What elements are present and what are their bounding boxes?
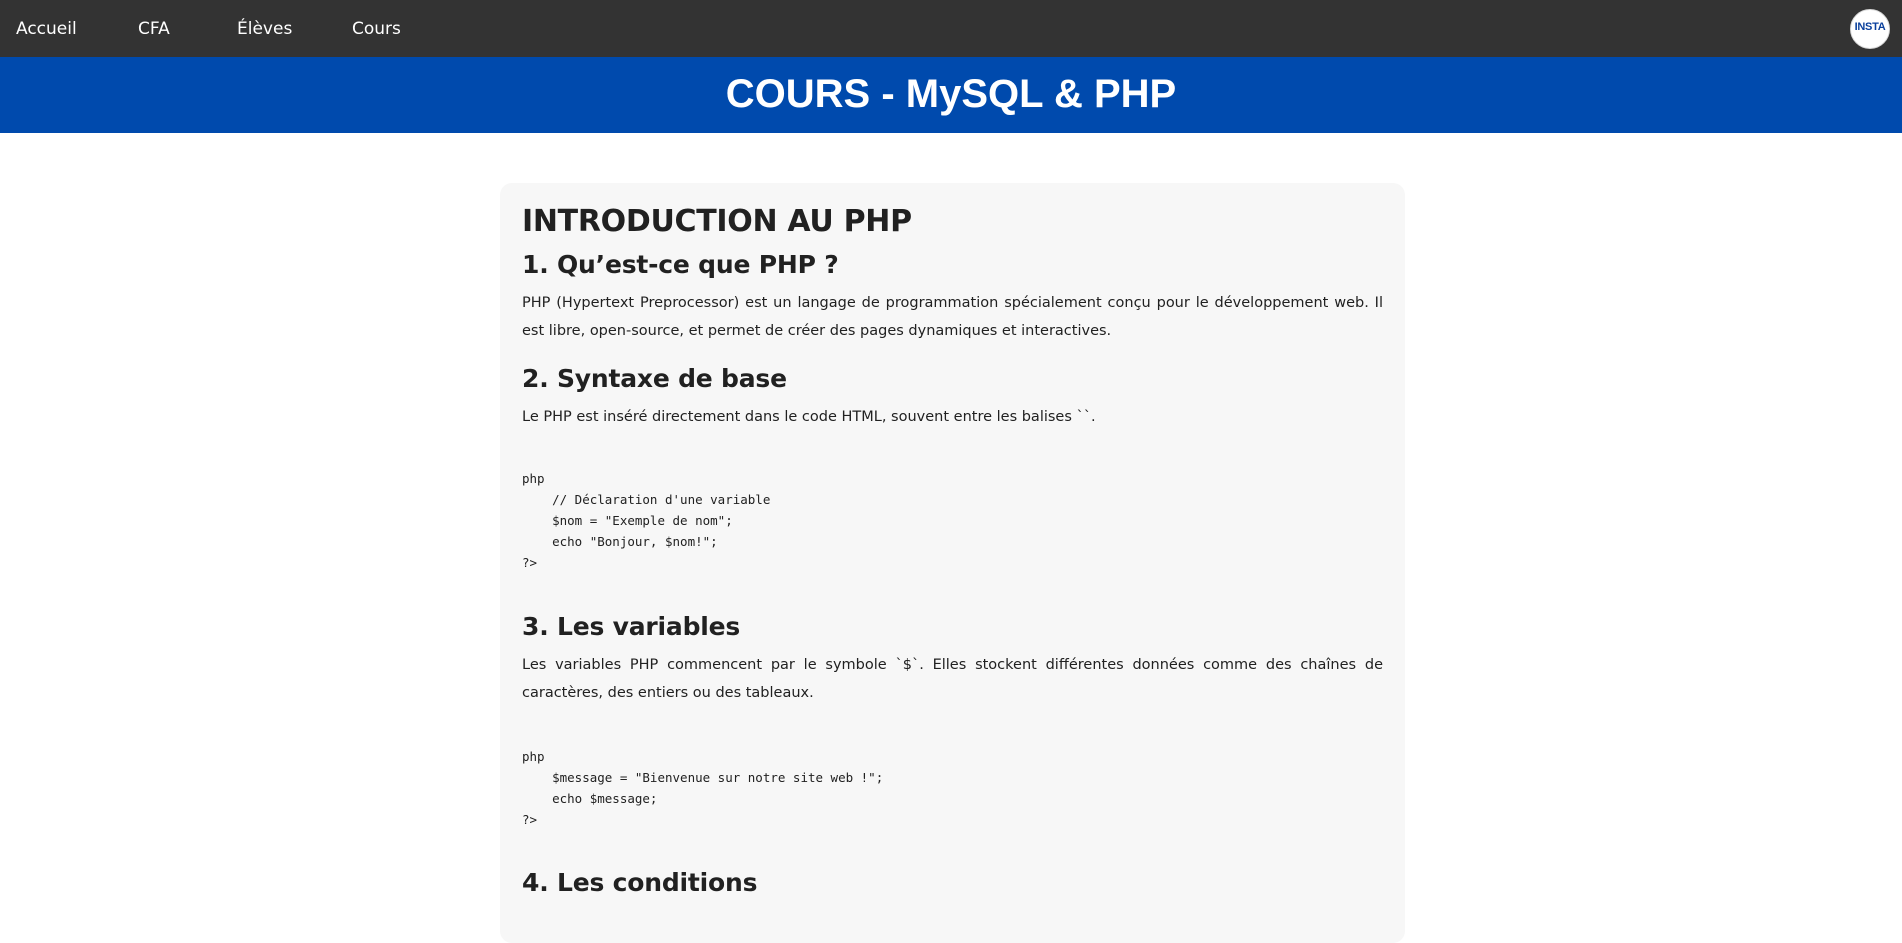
section-heading: 1. Qu’est-ce que PHP ? <box>522 250 839 279</box>
nav-link-cfa[interactable]: CFA <box>138 19 170 39</box>
nav-link-eleves[interactable]: Élèves <box>237 19 293 39</box>
code-block: php // Déclaration d'une variable $nom = "Exemple de nom"; echo "Bonjour, $nom!"; ?> <box>522 471 771 570</box>
page-banner <box>0 57 1902 133</box>
section-heading: 4. Les conditions <box>522 868 758 897</box>
code-block: php $message = "Bienvenue sur notre site web !"; echo $message; ?> <box>522 749 884 827</box>
top-navbar <box>0 0 1902 57</box>
section-heading: 3. Les variables <box>522 612 741 641</box>
section-paragraph: PHP (Hypertext Preprocessor) est un langage de programmation spécialement conçu pour le développement web. Il est libre, open-source, et permet de créer des pages dynamiques et interactives. <box>522 295 1383 339</box>
insta-logo[interactable] <box>1850 9 1890 49</box>
section-paragraph: Les variables PHP commencent par le symbole `$`. Elles stockent différentes données comme des chaînes de caractères, des entiers ou des tableaux. <box>522 657 1383 701</box>
logo-text: INSTA <box>1854 21 1886 33</box>
page-title: COURS - MySQL & PHP <box>725 72 1177 116</box>
nav-link-accueil[interactable]: Accueil <box>16 19 77 39</box>
course-card <box>500 183 1405 943</box>
nav-link-cours[interactable]: Cours <box>352 19 401 39</box>
section-heading: 2. Syntaxe de base <box>522 364 787 393</box>
course-title: INTRODUCTION AU PHP <box>522 204 912 239</box>
section-paragraph: Le PHP est inséré directement dans le code HTML, souvent entre les balises ``. <box>522 409 1096 425</box>
